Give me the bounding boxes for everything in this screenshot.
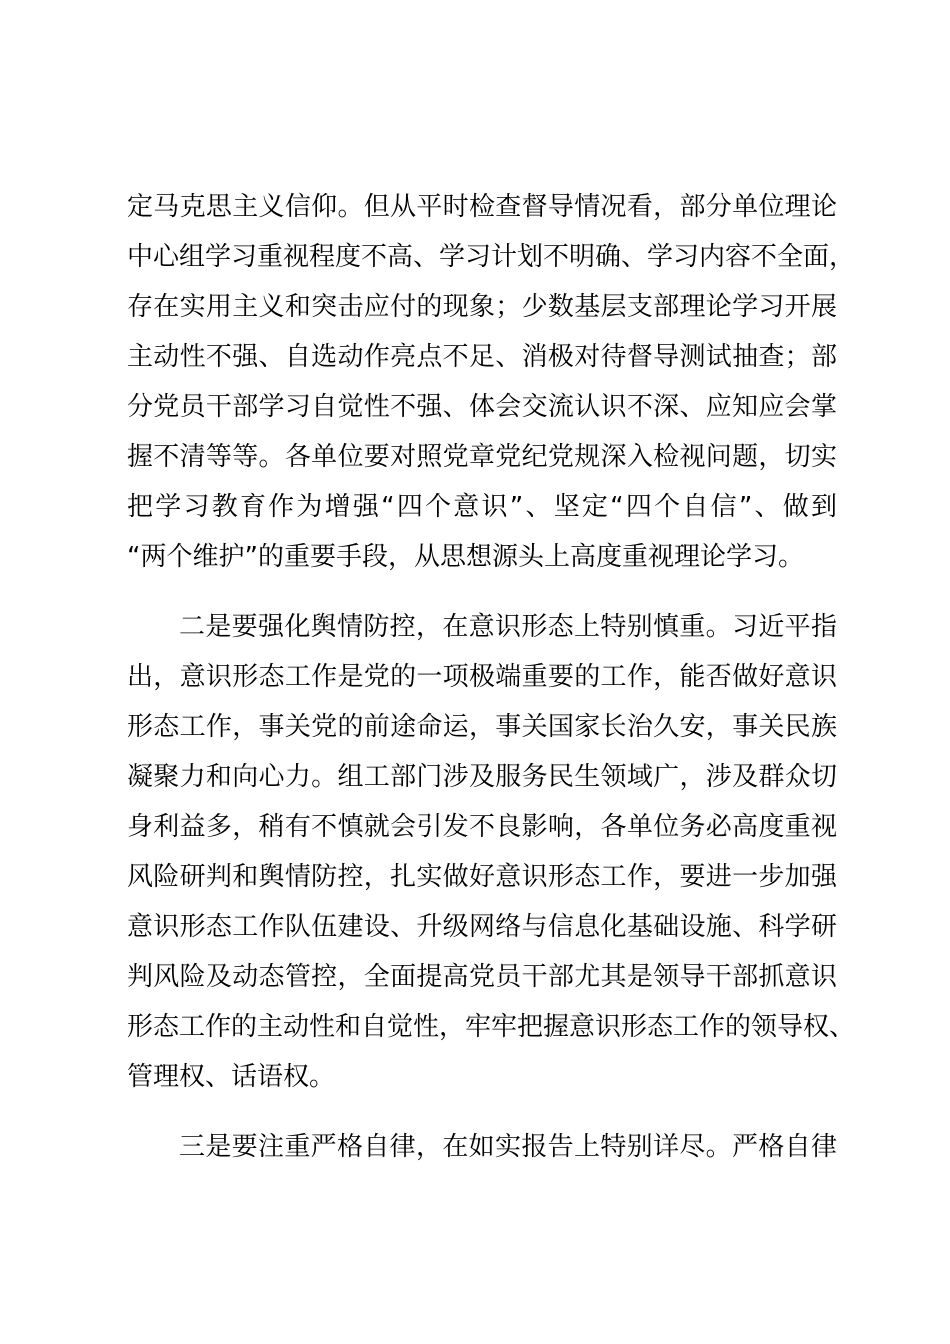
text-line: 形态工作，事关党的前途命运，事关国家长治久安，事关民族 xyxy=(127,712,837,742)
text-line: 风险研判和舆情防控，扎实做好意识形态工作，要进一步加强 xyxy=(127,862,837,892)
text-line: 中心组学习重视程度不高、学习计划不明确、学习内容不全面， xyxy=(127,242,856,272)
text-line: 存在实用主义和突击应付的现象；少数基层支部理论学习开展 xyxy=(127,292,837,322)
document-body xyxy=(127,182,856,1192)
text-line: 握不清等等。各单位要对照党章党纪党规深入检视问题，切实 xyxy=(127,442,837,472)
text-line: 三是要注重严格自律，在如实报告上特别详尽。严格自律 xyxy=(179,1132,837,1162)
text-line: 凝聚力和向心力。组工部门涉及服务民生领域广，涉及群众切 xyxy=(127,762,837,792)
paragraph-3 xyxy=(127,1122,837,1172)
text-line: 管理权、话语权。 xyxy=(127,1062,336,1092)
text-line: 出，意识形态工作是党的一项极端重要的工作，能否做好意识 xyxy=(127,662,837,692)
text-line: 形态工作的主动性和自觉性，牢牢把握意识形态工作的领导权、 xyxy=(127,1012,856,1042)
text-line: 定马克思主义信仰。但从平时检查督导情况看，部分单位理论 xyxy=(127,192,837,222)
text-line: 二是要强化舆情防控，在意识形态上特别慎重。习近平指 xyxy=(179,612,837,642)
text-line: 主动性不强、自选动作亮点不足、消极对待督导测试抽查；部 xyxy=(127,342,837,372)
text-line: 分党员干部学习自觉性不强、体会交流认识不深、应知应会掌 xyxy=(127,392,837,422)
text-line: 把学习教育作为增强“四个意识”、坚定“四个自信”、做到 xyxy=(127,492,837,522)
text-line: “两个维护”的重要手段，从思想源头上高度重视理论学习。 xyxy=(127,542,804,572)
paragraph-1 xyxy=(127,182,856,582)
text-line: 身利益多，稍有不慎就会引发不良影响，各单位务必高度重视 xyxy=(127,812,837,842)
text-line: 意识形态工作队伍建设、升级网络与信息化基础设施、科学研 xyxy=(127,912,837,942)
paragraph-2 xyxy=(127,602,856,1102)
text-line: 判风险及动态管控，全面提高党员干部尤其是领导干部抓意识 xyxy=(127,962,837,992)
